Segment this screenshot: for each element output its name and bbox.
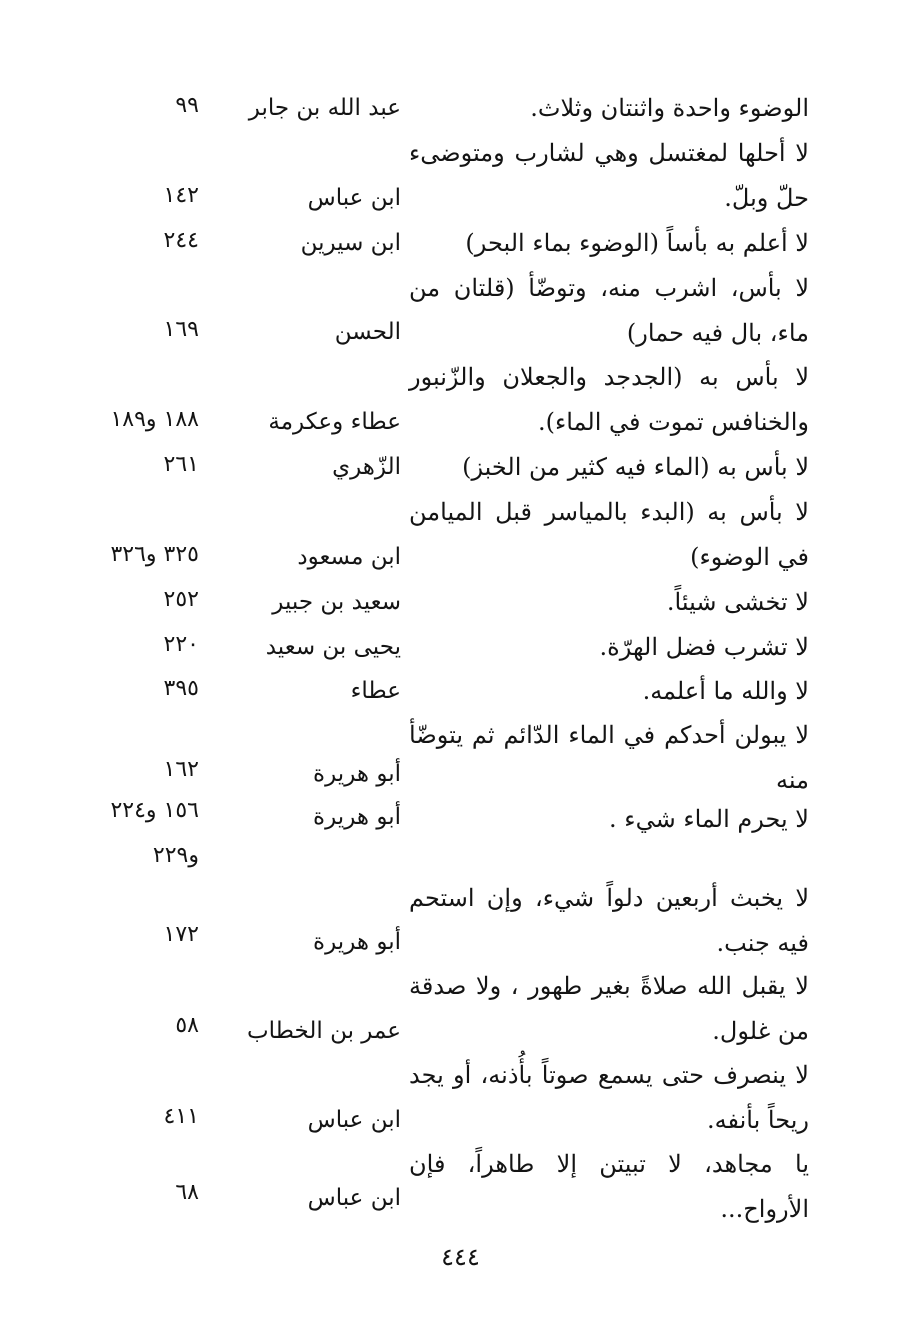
page-number: ٤٤٤ [441, 1243, 480, 1271]
page-reference: ٢٦١ [163, 452, 199, 477]
page-reference: ٣٩٥ [163, 676, 199, 701]
quote-text: لا يقبل الله صلاةً بغير طهور ، ولا صدقة من غلول. [409, 972, 809, 1045]
page-reference: ٣٢٥ و٣٢٦ [110, 542, 199, 567]
narrator-name: سعيد بن جبير [272, 589, 401, 615]
narrator-name: ابن عباس [307, 185, 401, 211]
page-reference: ٢٥٢ [163, 587, 199, 612]
page-reference: ٤١١ [163, 1104, 199, 1129]
narrator-name: عطاء [350, 678, 401, 704]
narrator-name: ابن عباس [307, 1185, 401, 1211]
quote-text: لا بأس، اشرب منه، وتوضّأ (قلتان من ماء، بال فيه حمار) [409, 274, 809, 347]
page-reference: ١٦٢ [163, 757, 199, 782]
narrator-name: الحسن [334, 319, 401, 345]
quote-text: لا بأس به (البدء بالمياسر قبل الميامن في الوضوء) [409, 498, 809, 571]
narrator-name: يحيى بن سعيد [265, 634, 401, 660]
quote-text: الوضوء واحدة واثنتان وثلاث. [530, 94, 809, 122]
narrator-name: أبو هريرة [313, 929, 401, 955]
narrator-name: عطاء وعكرمة [268, 409, 401, 435]
page-reference: ١٦٩ [163, 317, 199, 342]
narrator-name: أبو هريرة [313, 761, 401, 787]
page-reference: ٥٨ [175, 1013, 199, 1038]
page-reference: ١٨٨ و١٨٩ [110, 407, 199, 432]
page-reference: ١٤٢ [163, 183, 199, 208]
narrator-name: الزّهري [332, 454, 401, 480]
quote-text: لا بأس به (الجدجد والجعلان والزّنبور والخنافس تموت في الماء). [409, 363, 809, 436]
quote-text: لا والله ما أعلمه. [642, 677, 809, 705]
quote-text: لا يبولن أحدكم في الماء الدّائم ثم يتوضّأ منه [409, 721, 809, 794]
page-reference: ٢٤٤ [163, 228, 199, 253]
quote-text: لا أعلم به بأساً (الوضوء بماء البحر) [465, 229, 809, 257]
page-reference: ٩٩ [175, 93, 199, 118]
page-reference: ١٥٦ و٢٢٤ و٢٢٩ [110, 798, 199, 868]
quote-text: لا يخبث أربعين دلواً شيء، وإن استحم فيه جنب. [409, 884, 809, 957]
quote-text: لا ينصرف حتى يسمع صوتاً بأُذنه، أو يجد ريحاً بأنفه. [409, 1061, 809, 1134]
narrator-name: ابن مسعود [297, 544, 401, 570]
narrator-name: عمر بن الخطاب [246, 1018, 401, 1044]
narrator-name: أبو هريرة [313, 804, 401, 830]
narrator-name: عبد الله بن جابر [248, 95, 401, 121]
quote-text: يا مجاهد، لا تبيتن إلا طاهراً، فإن الأرواح... [409, 1150, 809, 1223]
page-reference: ٢٢٠ [163, 632, 199, 657]
quote-text: لا يحرم الماء شيء . [609, 805, 809, 833]
page-reference: ٦٨ [175, 1180, 199, 1205]
narrator-name: ابن عباس [307, 1107, 401, 1133]
quote-text: لا أحلها لمغتسل وهي لشارب ومتوضىء حلّ وبلّ. [409, 139, 809, 212]
narrator-name: ابن سيرين [300, 230, 401, 256]
quote-text: لا تخشى شيئاً. [666, 588, 809, 616]
quote-text: لا تشرب فضل الهرّة. [599, 633, 809, 661]
quote-text: لا بأس به (الماء فيه كثير من الخبز) [462, 453, 809, 481]
page-reference: ١٧٢ [163, 922, 199, 947]
